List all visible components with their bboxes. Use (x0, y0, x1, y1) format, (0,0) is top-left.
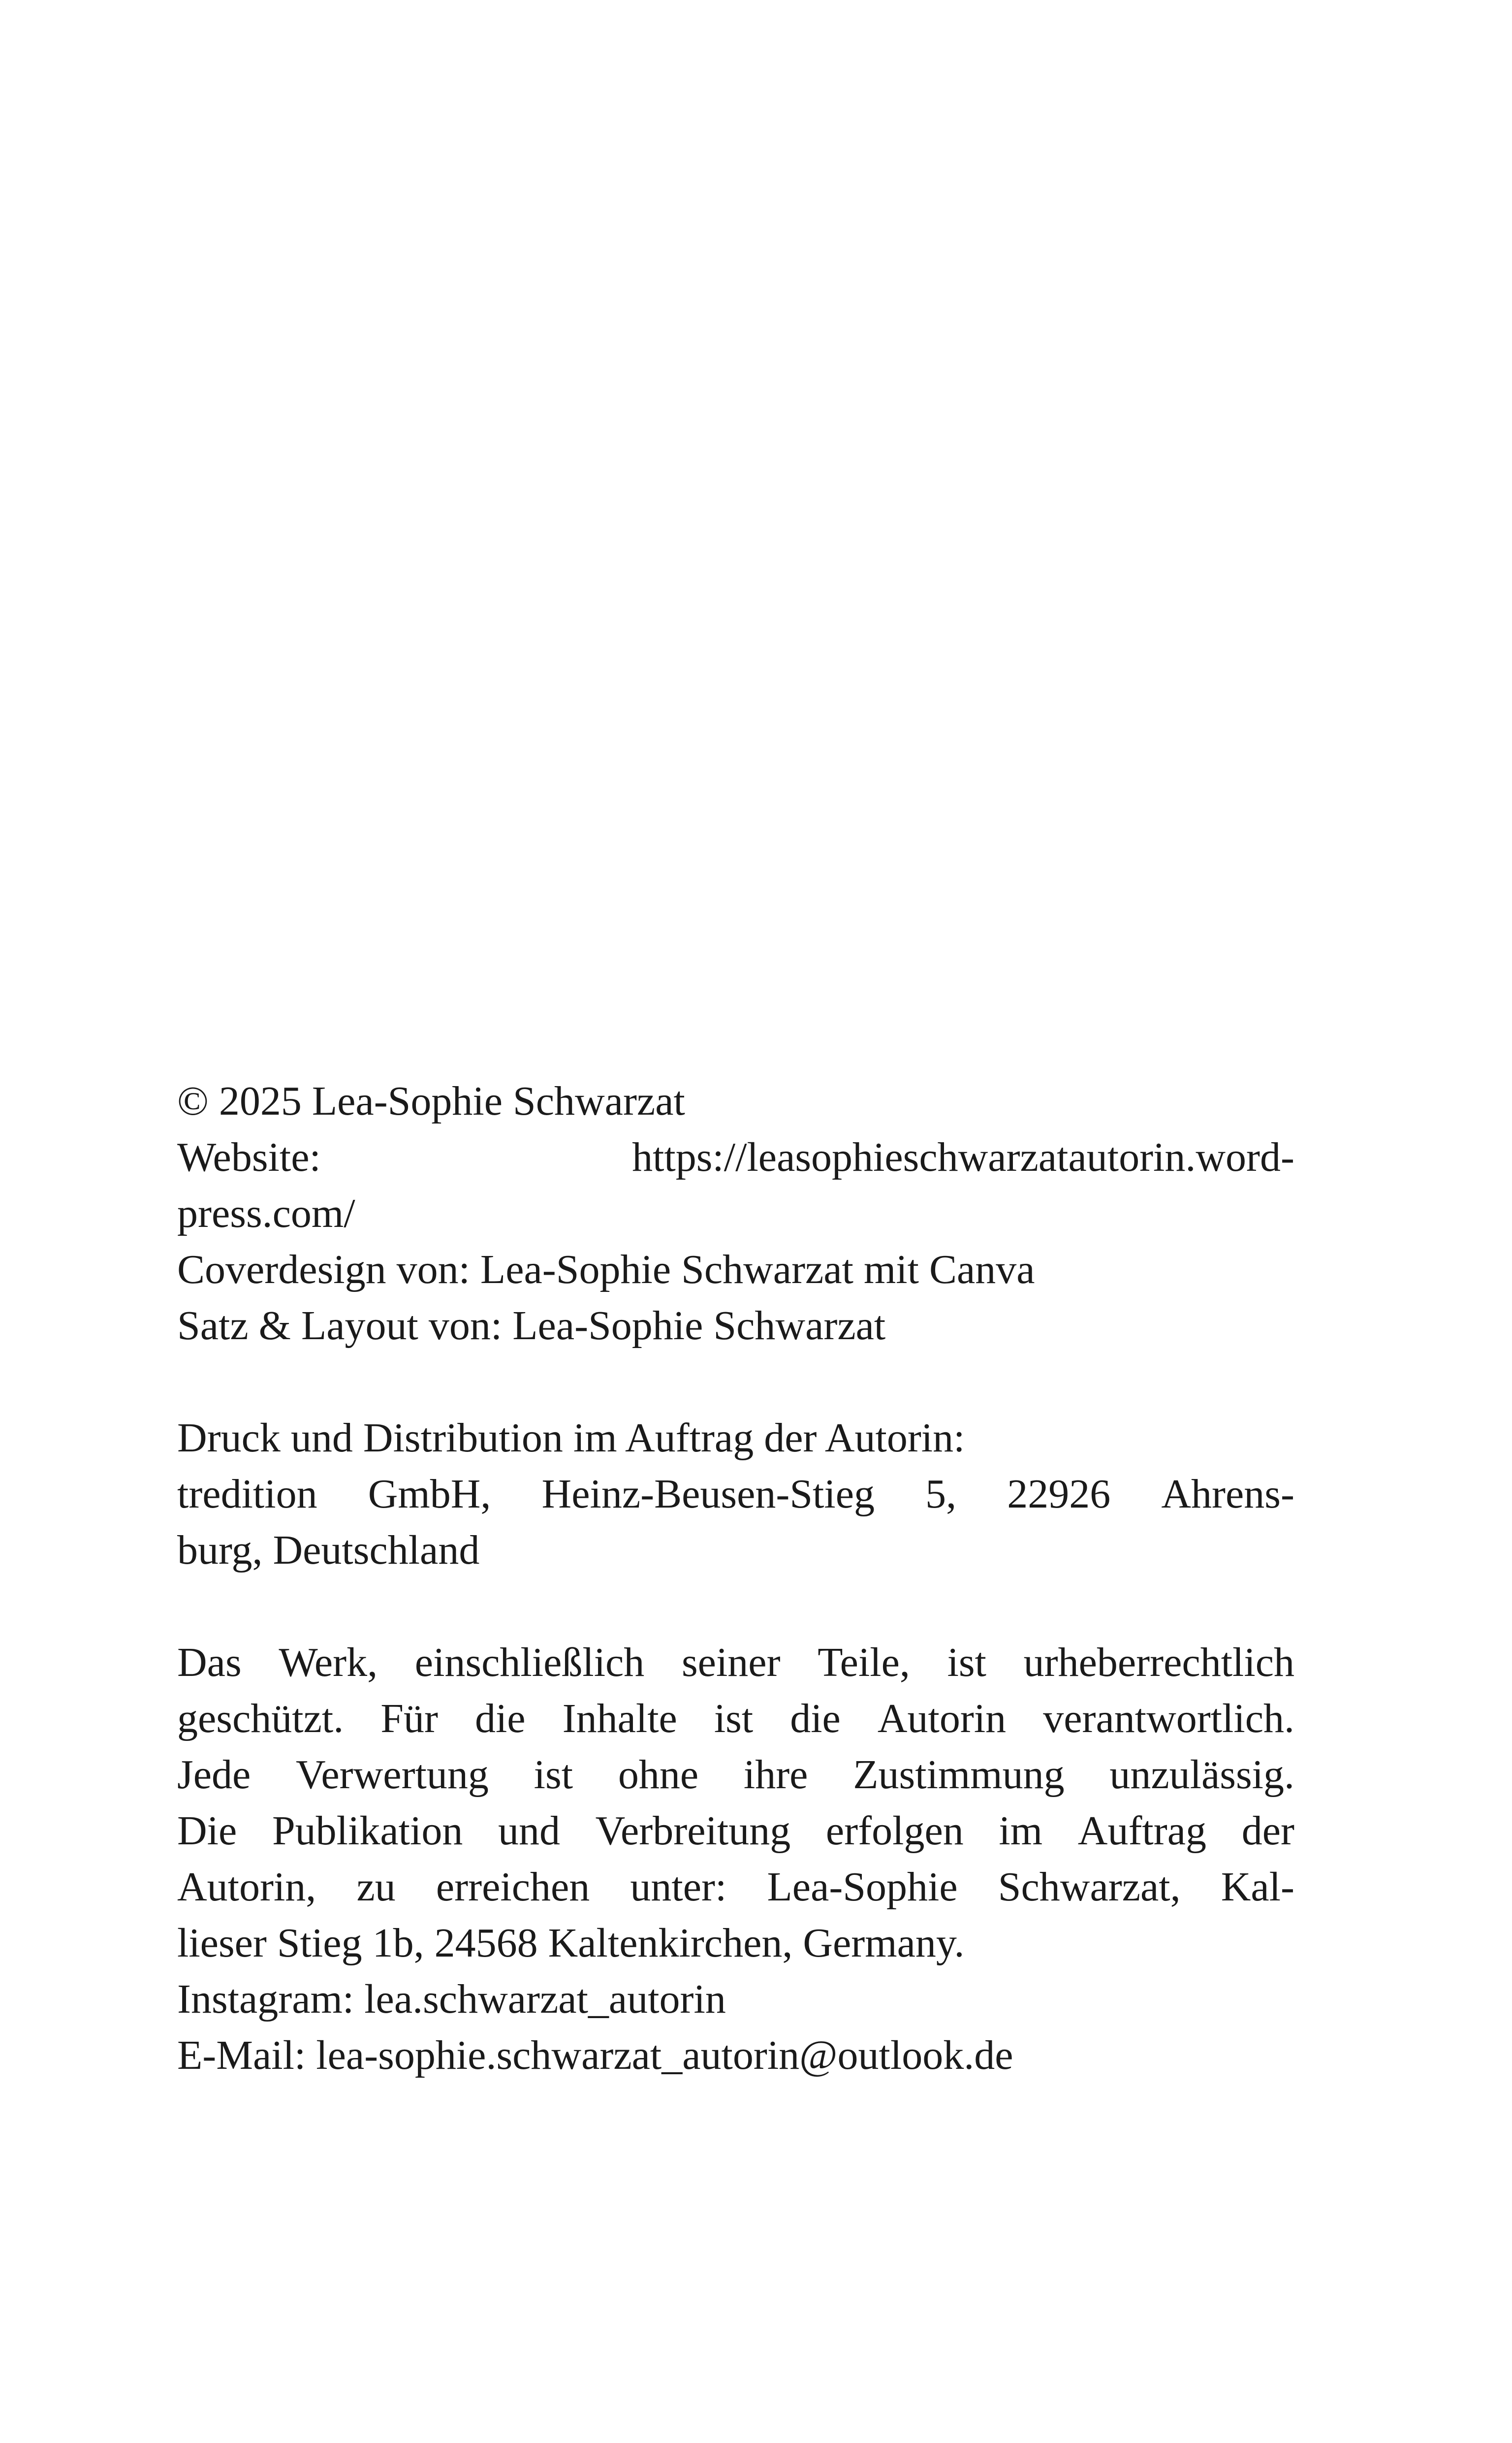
word: Zustimmung (853, 1752, 1065, 1798)
copyright-line: © 2025 Lea-Sophie Schwarzat (177, 1078, 685, 1124)
word: der (1241, 1808, 1294, 1854)
word: und (498, 1808, 560, 1854)
word: Heinz-Beusen-Stieg (541, 1471, 875, 1517)
layout-line: Satz & Layout von: Lea-Sophie Schwarzat (177, 1303, 886, 1349)
website-row (177, 1129, 1294, 1186)
legal-line (177, 1859, 1294, 1915)
word: Lea-Sophie (767, 1864, 958, 1910)
word: die (474, 1696, 526, 1741)
legal-line (177, 1691, 1294, 1747)
word: seiner (681, 1639, 781, 1685)
website-url-part2[interactable]: press.com/ (177, 1190, 355, 1236)
legal-last-line: lieser Stieg 1b, 24568 Kaltenkirchen, Germany. (177, 1920, 965, 1966)
word: geschützt. (177, 1696, 344, 1741)
word: ist (534, 1752, 573, 1798)
word: urheberrechtlich (1023, 1639, 1294, 1685)
word: erreichen (436, 1864, 590, 1910)
word: Auftrag (1077, 1808, 1207, 1854)
word: Inhalte (562, 1696, 677, 1741)
legal-line (177, 1747, 1294, 1803)
legal-line (177, 1635, 1294, 1691)
word: Autorin, (177, 1864, 316, 1910)
word: Publikation (272, 1808, 463, 1854)
word: Teile, (818, 1639, 910, 1685)
word: ist (947, 1639, 986, 1685)
word: GmbH, (368, 1471, 491, 1517)
website-url-part1[interactable]: https://leasophieschwarzatautorin.word- (632, 1134, 1294, 1180)
legal-paragraph (177, 1635, 1294, 1915)
word: Autorin (877, 1696, 1007, 1741)
instagram-line[interactable]: Instagram: lea.schwarzat_autorin (177, 1976, 726, 2022)
word: 5, (925, 1471, 957, 1517)
word: Verbreitung (595, 1808, 791, 1854)
word: einschließlich (414, 1639, 645, 1685)
word: Kal- (1221, 1864, 1294, 1910)
word: Werk, (279, 1639, 378, 1685)
word: ihre (743, 1752, 808, 1798)
word: Das (177, 1639, 242, 1685)
word: unter: (630, 1864, 727, 1910)
word: die (790, 1696, 841, 1741)
spacer (177, 1354, 1294, 1410)
word: zu (356, 1864, 396, 1910)
word: ohne (618, 1752, 699, 1798)
word: Ahrens- (1161, 1471, 1294, 1517)
spacer (177, 1578, 1294, 1635)
word: Für (380, 1696, 438, 1741)
website-label: Website: (177, 1134, 321, 1180)
word: tredition (177, 1471, 317, 1517)
word: 22926 (1007, 1471, 1111, 1517)
imprint-block (177, 1073, 1294, 2084)
legal-line (177, 1803, 1294, 1859)
word: Schwarzat, (998, 1864, 1181, 1910)
word: erfolgen (825, 1808, 964, 1854)
word: im (999, 1808, 1043, 1854)
word: ist (714, 1696, 754, 1741)
word: verantwortlich. (1043, 1696, 1294, 1741)
word: unzulässig. (1109, 1752, 1294, 1798)
distribution-address-line2: burg, Deutschland (177, 1527, 480, 1573)
word: Jede (177, 1752, 251, 1798)
distribution-address-line (177, 1466, 1294, 1522)
distribution-heading: Druck und Distribution im Auftrag der Autorin: (177, 1415, 965, 1461)
word: Die (177, 1808, 237, 1854)
email-line[interactable]: E-Mail: lea-sophie.schwarzat_autorin@outlook.de (177, 2032, 1013, 2078)
coverdesign-line: Coverdesign von: Lea-Sophie Schwarzat mit Canva (177, 1247, 1035, 1292)
word: Verwertung (296, 1752, 489, 1798)
